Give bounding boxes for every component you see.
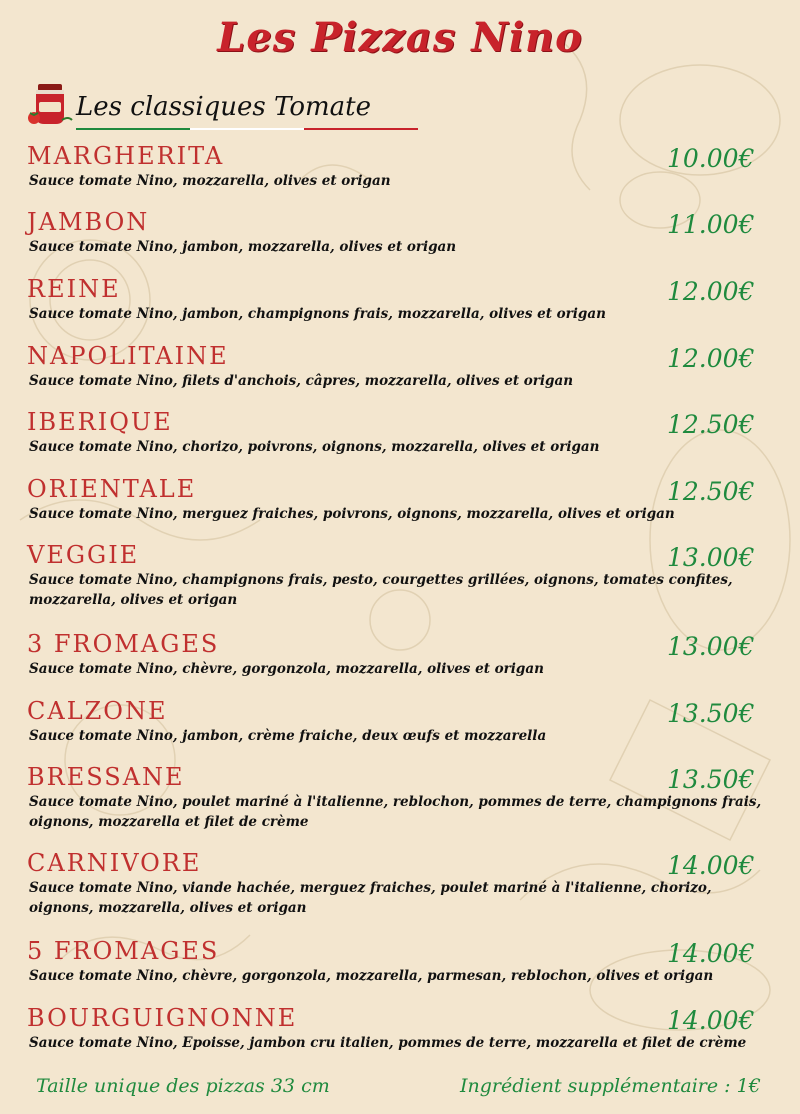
item-name: BRESSANE — [27, 763, 185, 791]
item-name: IBERIQUE — [27, 408, 173, 436]
item-description: Sauce tomate Nino, jambon, mozzarella, olives et origan — [29, 239, 457, 255]
item-name: ORIENTALE — [27, 475, 197, 503]
item-description: Sauce tomate Nino, chèvre, gorgonzola, mozzarella, olives et origan — [29, 661, 544, 677]
item-name: 5 FROMAGES — [27, 937, 220, 965]
item-price: 13.50€ — [667, 699, 755, 728]
item-description: Sauce tomate Nino, filets d'anchois, câpres, mozzarella, olives et origan — [29, 373, 574, 389]
item-name: JAMBON — [27, 208, 150, 236]
item-name: REINE — [27, 275, 121, 303]
item-price: 13.50€ — [667, 765, 755, 794]
item-price: 14.00€ — [667, 1006, 755, 1035]
item-name: CARNIVORE — [27, 849, 202, 877]
item-description: Sauce tomate Nino, mozzarella, olives et origan — [29, 173, 391, 189]
item-description: Sauce tomate Nino, champignons frais, pesto, courgettes grillées, oignons, tomates confites, mozzarella, olives et origan — [29, 572, 733, 608]
item-description: Sauce tomate Nino, chorizo, poivrons, oignons, mozzarella, olives et origan — [29, 439, 600, 455]
item-price: 11.00€ — [667, 210, 755, 239]
item-description: Sauce tomate Nino, jambon, champignons frais, mozzarella, olives et origan — [29, 306, 606, 322]
item-price: 13.00€ — [667, 543, 755, 572]
item-price: 10.00€ — [667, 144, 755, 173]
item-name: 3 FROMAGES — [27, 630, 220, 658]
item-price: 12.00€ — [667, 277, 755, 306]
item-description: Sauce tomate Nino, merguez fraiches, poivrons, oignons, mozzarella, olives et origan — [29, 506, 675, 522]
extra-ingredient-note: Ingrédient supplémentaire : 1€ — [460, 1075, 761, 1097]
item-price: 14.00€ — [667, 939, 755, 968]
item-name: BOURGUIGNONNE — [27, 1004, 298, 1032]
item-description: Sauce tomate Nino, chèvre, gorgonzola, mozzarella, parmesan, reblochon, olives et origan — [29, 968, 714, 984]
pizza-size-note: Taille unique des pizzas 33 cm — [36, 1075, 330, 1097]
item-price: 14.00€ — [667, 851, 755, 880]
menu-title: Les Pizzas Nino — [217, 14, 583, 61]
item-description: Sauce tomate Nino, poulet mariné à l'italienne, reblochon, pommes de terre, champignons frais, oignons, mozzarella et filet de crème — [29, 794, 762, 830]
item-name: MARGHERITA — [27, 142, 225, 170]
section-title: Les classiques Tomate — [76, 92, 371, 122]
item-price: 12.00€ — [667, 344, 755, 373]
item-price: 12.50€ — [667, 477, 755, 506]
tomato-sauce-jar-icon — [26, 80, 74, 128]
italian-flag-underline — [76, 128, 418, 130]
item-name: CALZONE — [27, 697, 168, 725]
item-price: 12.50€ — [667, 410, 755, 439]
item-description: Sauce tomate Nino, jambon, crème fraiche, deux œufs et mozzarella — [29, 728, 547, 744]
item-price: 13.00€ — [667, 632, 755, 661]
item-description: Sauce tomate Nino, Epoisse, jambon cru italien, pommes de terre, mozzarella et filet de crème — [29, 1035, 747, 1051]
item-name: NAPOLITAINE — [27, 342, 229, 370]
item-description: Sauce tomate Nino, viande hachée, merguez fraiches, poulet mariné à l'italienne, chorizo, oignons, mozzarella, olives et origan — [29, 880, 712, 916]
item-name: VEGGIE — [27, 541, 140, 569]
